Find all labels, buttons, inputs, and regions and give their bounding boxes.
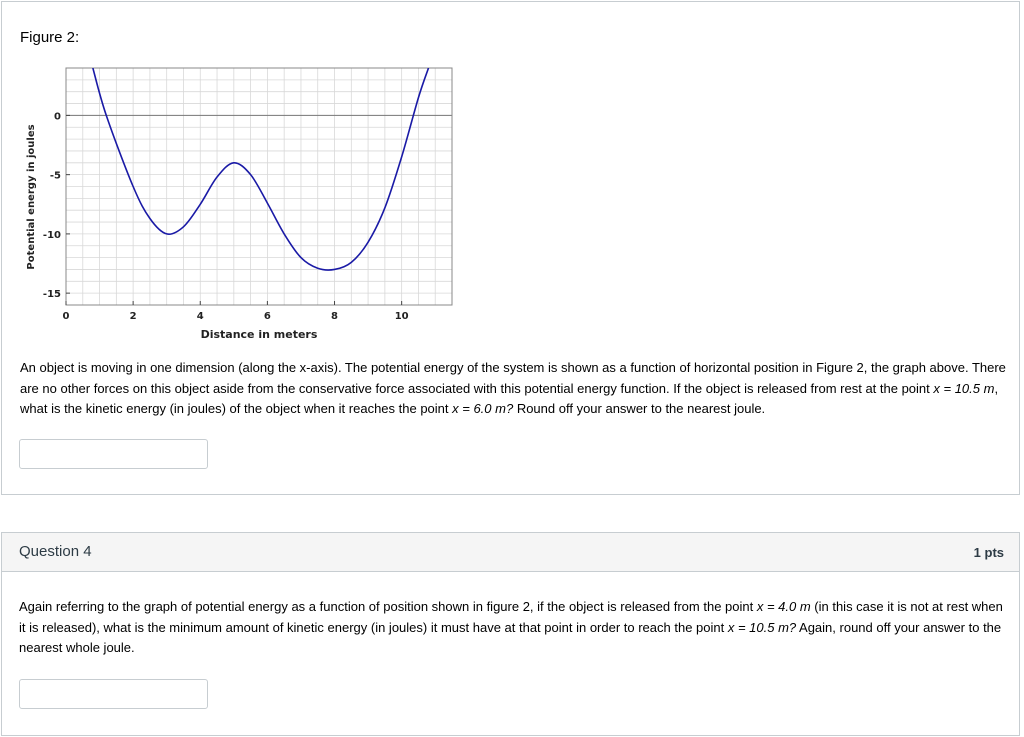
x-tick-label: 2: [129, 311, 137, 322]
x-tick-label: 6: [263, 311, 271, 322]
x-tick-label: 10: [394, 311, 409, 322]
y-tick-label: -15: [42, 289, 61, 301]
potential-energy-chart: [22, 60, 462, 350]
x-tick-label: 0: [62, 311, 70, 322]
chart-ticks: [43, 111, 409, 322]
question-4-header: [2, 533, 1019, 572]
y-tick-label: -5: [49, 170, 61, 182]
question-3-text: An object is moving in one dimension (along the x-axis). The potential energy of the system is shown as a function of horizontal position in Figure 2, the graph above. There are no other forces on this object aside from the conservative force associated with this potential energy function. If the object is released from rest at the point x = 10.5 m, what is the kinetic energy (in joules) of the object when it reaches the point x = 6.0 m? Round off your answer to the nearest joule.: [20, 360, 1006, 416]
question-4-answer-input[interactable]: [19, 679, 208, 709]
figure-title: Figure 2:: [20, 29, 80, 46]
x-tick-label: 8: [331, 311, 339, 322]
y-tick-label: 0: [54, 111, 61, 123]
question-4-text: Again referring to the graph of potential energy as a function of position shown in figure 2, if the object is released from the point x = 4.0 m (in this case it is not at rest when it is released), what is the minimum amount of kinetic energy (in joules) it must have at that point in order to reach the point x = 10.5 m? Again, round off your answer to the nearest whole joule.: [19, 599, 1003, 655]
question-3-card: [1, 1, 1020, 495]
potential-energy-curve: [93, 68, 429, 270]
question-4-points: 1 pts: [973, 545, 1004, 560]
question-4-title: Question 4: [19, 543, 92, 560]
y-axis-label: Potential energy in joules: [26, 124, 37, 270]
question-3-answer-input[interactable]: [19, 439, 208, 469]
x-tick-label: 4: [196, 311, 204, 322]
y-tick-label: -10: [42, 229, 61, 241]
question-4-card: [1, 532, 1020, 736]
x-axis-label: Distance in meters: [200, 328, 318, 341]
